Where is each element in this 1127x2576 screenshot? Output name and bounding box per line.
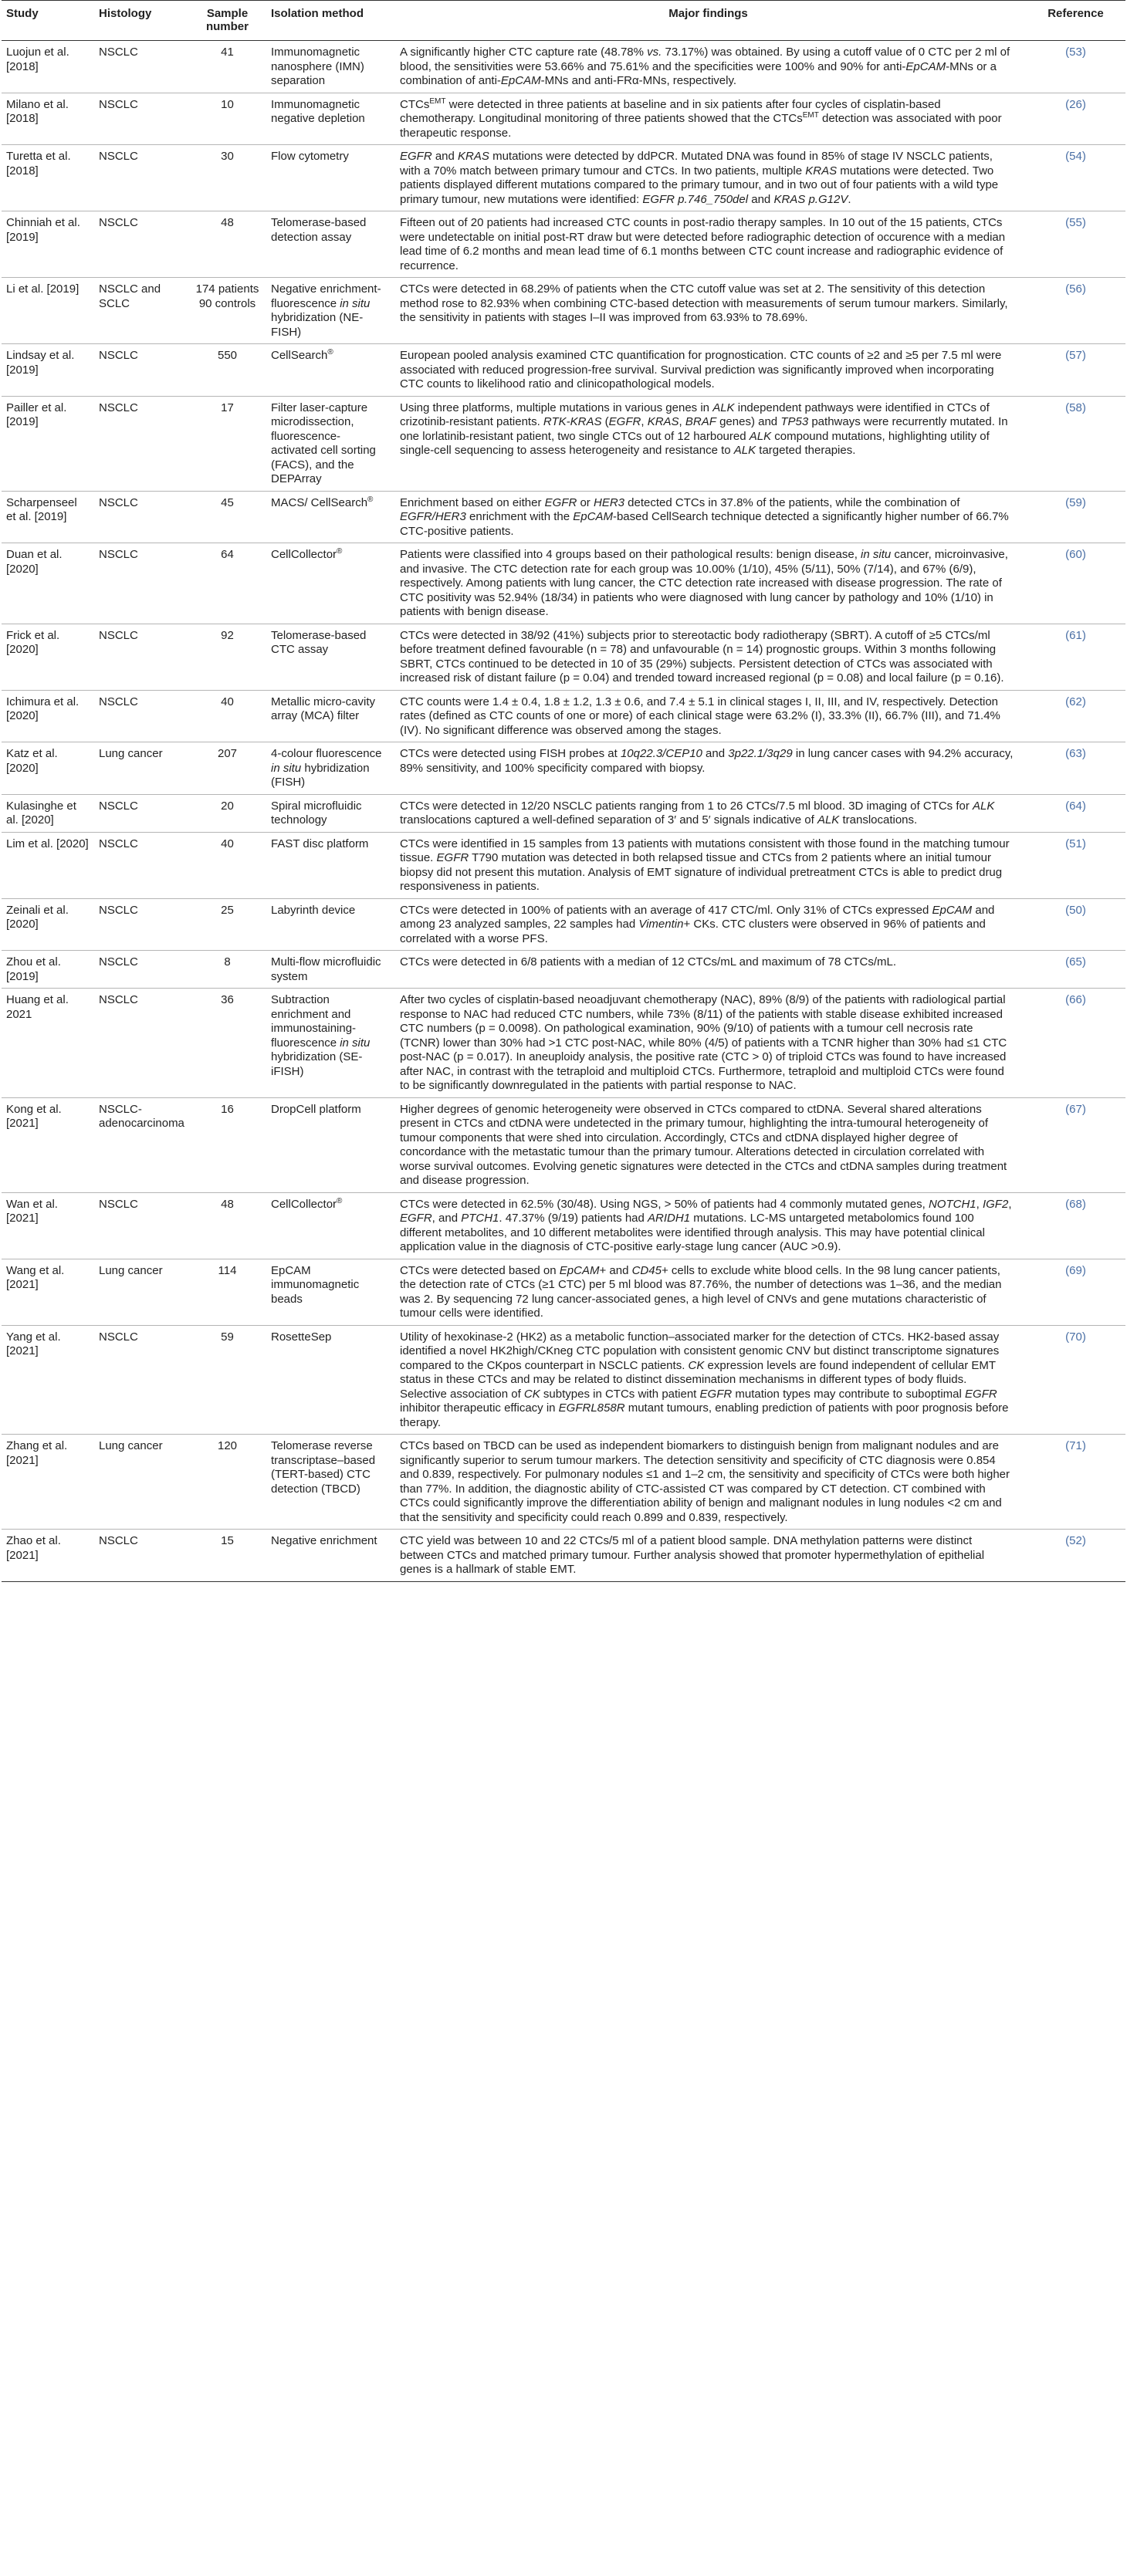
table-row (2, 624, 1125, 690)
cell-histology: NSCLC and SCLC (94, 278, 188, 344)
cell-histology: NSCLC (94, 491, 188, 543)
cell-reference: (26) (1026, 93, 1125, 145)
cell-major-findings: Using three platforms, multiple mutations in various genes in ALK independent pathways were identified in CTCs of crizotinib-resistant patients. RTK-KRAS (EGFR, KRAS, BRAF genes) and TP53 pathways were recurrently mutated. In one lorlatinib-resistant patient, two single CTCs out of 12 harboured ALK compound mutations, highlighting utility of single-cell sequencing to assess heterogeneity and resistance to ALK targeted therapies. (391, 396, 1026, 491)
cell-study: Wan et al. [2021] (2, 1192, 94, 1259)
cell-reference: (67) (1026, 1097, 1125, 1192)
cell-reference: (58) (1026, 396, 1125, 491)
cell-study: Yang et al. [2021] (2, 1325, 94, 1435)
cell-study: Chinniah et al. [2019] (2, 211, 94, 278)
cell-study: Zeinali et al. [2020] (2, 898, 94, 951)
cell-major-findings: CTCs were identified in 15 samples from 13 patients with mutations consistent with those found in the matching tumour tissue. EGFR T790 mutation was detected in both relapsed tissue and CTCs from 2 patients where an initial tumour biopsy did not present this mutation. Analysis of EMT signature of individual pretreatment CTCs is able to predict drug responsiveness in patients. (391, 832, 1026, 898)
cell-isolation-method: CellSearch® (266, 344, 391, 397)
table-row (2, 1192, 1125, 1259)
table-row (2, 832, 1125, 898)
cell-reference: (53) (1026, 41, 1125, 93)
cell-sample-number: 207 (188, 742, 266, 795)
cell-sample-number: 25 (188, 898, 266, 951)
cell-study: Scharpenseel et al. [2019] (2, 491, 94, 543)
cell-major-findings: Higher degrees of genomic heterogeneity were observed in CTCs compared to ctDNA. Several shared alterations present in CTCs and ctDNA were undetected in the primary tumour, highlighting the intra-tumoural heterogeneity of tumour components that were shed into circulation. Accordingly, CTCs and ctDNA displayed higher degree of concordance with the metastatic tumour than the primary tumour. Alterations detected in circulation correlated with worse survival outcomes. Evolving genetic signatures were detected in the CTCs and ctDNA samples during treatment and disease progression. (391, 1097, 1026, 1192)
cell-sample-number: 36 (188, 989, 266, 1098)
cell-sample-number: 120 (188, 1435, 266, 1530)
cell-reference: (71) (1026, 1435, 1125, 1530)
cell-study: Ichimura et al. [2020] (2, 690, 94, 742)
cell-reference: (65) (1026, 951, 1125, 989)
cell-sample-number: 48 (188, 211, 266, 278)
header-major-findings: Major findings (391, 1, 1026, 41)
cell-major-findings: CTCs were detected in 100% of patients with an average of 417 CTC/ml. Only 31% of CTCs expressed EpCAM and among 23 analyzed samples, 22 samples had Vimentin+ CKs. CTC clusters were observed in 96% of patients and correlated with a worse PFS. (391, 898, 1026, 951)
cell-histology: NSCLC (94, 211, 188, 278)
cell-histology: NSCLC (94, 1325, 188, 1435)
cell-major-findings: CTCs were detected in 68.29% of patients when the CTC cutoff value was set at 2. The sensitivity of this detection method rose to 82.93% when combining CTC-based detection with measurements of serum tumour markers. Similarly, the sensitivity in patients with stages I–II was improved from 63.93% to 78.69%. (391, 278, 1026, 344)
cell-histology: NSCLC (94, 1530, 188, 1582)
cell-sample-number: 92 (188, 624, 266, 690)
table-row (2, 690, 1125, 742)
cell-reference: (63) (1026, 742, 1125, 795)
header-reference: Reference (1026, 1, 1125, 41)
cell-isolation-method: Telomerase-based CTC assay (266, 624, 391, 690)
cell-reference: (57) (1026, 344, 1125, 397)
cell-study: Lindsay et al. [2019] (2, 344, 94, 397)
cell-reference: (68) (1026, 1192, 1125, 1259)
cell-isolation-method: DropCell platform (266, 1097, 391, 1192)
table-row (2, 989, 1125, 1098)
table-row (2, 344, 1125, 397)
cell-histology: Lung cancer (94, 1435, 188, 1530)
table-row (2, 742, 1125, 795)
cell-major-findings: After two cycles of cisplatin-based neoadjuvant chemotherapy (NAC), 89% (8/9) of the patients with radiological partial response to NAC had reduced CTC numbers, while 73% (8/11) of the patients with stable disease exhibited increased CTC numbers (p = 0.0098). On pathological examination, 90% (9/10) of patients with a tumour cell necrosis rate (TCNR) lower than 30% had >1 CTC post-NAC, while 80% (4/5) of patients with a TCNR higher than 30% had ≤1 CTC post-NAC (p = 0.017). In aneuploidy analysis, the positive rate (CTC > 0) of triploid CTCs was found to have increased after NAC, in contrast with the tetraploid and multiploid CTCs. Furthermore, tetraploid and multiploid CTCs were found to be significantly downregulated in the patients with partial response to NAC. (391, 989, 1026, 1098)
table-row (2, 1435, 1125, 1530)
cell-reference: (59) (1026, 491, 1125, 543)
cell-major-findings: CTCs were detected in 38/92 (41%) subjects prior to stereotactic body radiotherapy (SBRT). A cutoff of ≥5 CTCs/ml before treatment defined favourable (n = 78) and unfavourable (n = 14) prognostic groups. Within 3 months following SBRT, CTCs continued to be detected in 10 of 35 (29%) subjects. Persistent detection of CTCs was associated with increased risk of distant failure (p = 0.04) and trended toward increased regional (p = 0.08) and local failure (p = 0.16). (391, 624, 1026, 690)
cell-histology: NSCLC (94, 41, 188, 93)
cell-study: Frick et al. [2020] (2, 624, 94, 690)
cell-major-findings: CTC counts were 1.4 ± 0.4, 1.8 ± 1.2, 1.3 ± 0.6, and 7.4 ± 5.1 in clinical stages I, II, III, and IV, respectively. Detection rates (defined as CTC counts of one or more) of each clinical stage were 63.2% (I), 33.3% (II), 66.7% (III), and 71.4% (IV). No significant difference was observed among the stages. (391, 690, 1026, 742)
cell-sample-number: 10 (188, 93, 266, 145)
cell-histology: Lung cancer (94, 742, 188, 795)
cell-study: Kong et al. [2021] (2, 1097, 94, 1192)
cell-study: Kulasinghe et al. [2020] (2, 794, 94, 832)
cell-reference: (55) (1026, 211, 1125, 278)
cell-isolation-method: Metallic micro-cavity array (MCA) filter (266, 690, 391, 742)
table-row (2, 145, 1125, 211)
cell-major-findings: CTC yield was between 10 and 22 CTCs/5 ml of a patient blood sample. DNA methylation patterns were distinct between CTCs and matched primary tumour. Further analysis showed that promoter hypermethylation of epithelial genes is a hallmark of stable EMT. (391, 1530, 1026, 1582)
header-isolation-method: Isolation method (266, 1, 391, 41)
cell-sample-number: 174 patients 90 controls (188, 278, 266, 344)
cell-isolation-method: Immunomagnetic negative depletion (266, 93, 391, 145)
cell-major-findings: CTCs were detected in 12/20 NSCLC patients ranging from 1 to 26 CTCs/7.5 ml blood. 3D imaging of CTCs for ALK translocations captured a well-defined separation of 3′ and 5′ signals indicative of ALK translocations. (391, 794, 1026, 832)
cell-major-findings: CTCs were detected in 62.5% (30/48). Using NGS, > 50% of patients had 4 commonly mutated genes, NOTCH1, IGF2, EGFR, and PTCH1. 47.37% (9/19) patients had ARIDH1 mutations. LC-MS untargeted metabolomics found 100 different metabolites, and 10 different metabolites were identified through analysis. This may have potential clinical application value in the diagnosis of CTC-positive early-stage lung cancer (AUC >0.9). (391, 1192, 1026, 1259)
cell-reference: (64) (1026, 794, 1125, 832)
cell-isolation-method: MACS/ CellSearch® (266, 491, 391, 543)
table-row (2, 41, 1125, 93)
cell-isolation-method: RosetteSep (266, 1325, 391, 1435)
cell-study: Zhou et al. [2019] (2, 951, 94, 989)
cell-histology: NSCLC (94, 93, 188, 145)
cell-sample-number: 16 (188, 1097, 266, 1192)
cell-sample-number: 64 (188, 543, 266, 624)
table-row (2, 1325, 1125, 1435)
cell-reference: (60) (1026, 543, 1125, 624)
cell-histology: NSCLC (94, 690, 188, 742)
cell-major-findings: Utility of hexokinase-2 (HK2) as a metabolic function–associated marker for the detection of CTCs. HK2-based assay identified a novel HK2high/CKneg CTC population with consistent genomic CNV but distinct transcriptome signatures compared to the CKpos counterpart in NSCLC patients. CK expression levels are found independent of cellular EMT status in these CTCs and may be related to distinct dissemination mechanisms in different types of body fluids. Selective association of CK subtypes in CTCs with patient EGFR mutation types may contribute to suboptimal EGFR inhibitor therapeutic efficacy in EGFRL858R mutant tumours, enabling prediction of patients with poor prognosis before therapy. (391, 1325, 1026, 1435)
cell-major-findings: CTCs were detected based on EpCAM+ and CD45+ cells to exclude white blood cells. In the 98 lung cancer patients, the detection rate of CTCs (≥1 CTC) per 5 ml blood was 87.76%, the number of detections was 1–36, and the median was 2. By sequencing 72 lung cancer-associated genes, a high level of CNVs and gene mutations characteristic of tumour cells were identified. (391, 1259, 1026, 1325)
cell-sample-number: 20 (188, 794, 266, 832)
cell-study: Luojun et al. [2018] (2, 41, 94, 93)
cell-isolation-method: EpCAM immunomagnetic beads (266, 1259, 391, 1325)
cell-major-findings: A significantly higher CTC capture rate (48.78% vs. 73.17%) was obtained. By using a cutoff value of 0 CTC per 2 ml of blood, the sensitivities were 53.66% and 75.61% and the specificities were 100% and 90% for anti-EpCAM-MNs or a combination of anti-EpCAM-MNs and anti-FRα-MNs, respectively. (391, 41, 1026, 93)
cell-study: Wang et al. [2021] (2, 1259, 94, 1325)
cell-sample-number: 8 (188, 951, 266, 989)
cell-reference: (50) (1026, 898, 1125, 951)
cell-histology: NSCLC-adenocarcinoma (94, 1097, 188, 1192)
table-row (2, 1530, 1125, 1582)
cell-reference: (70) (1026, 1325, 1125, 1435)
table-row (2, 491, 1125, 543)
cell-reference: (62) (1026, 690, 1125, 742)
table-row (2, 93, 1125, 145)
cell-sample-number: 30 (188, 145, 266, 211)
cell-isolation-method: Negative enrichment (266, 1530, 391, 1582)
cell-study: Zhao et al. [2021] (2, 1530, 94, 1582)
cell-histology: NSCLC (94, 145, 188, 211)
cell-study: Duan et al. [2020] (2, 543, 94, 624)
cell-isolation-method: Subtraction enrichment and immunostaining-fluorescence in situ hybridization (SE-iFISH) (266, 989, 391, 1098)
cell-study: Huang et al. 2021 (2, 989, 94, 1098)
cell-isolation-method: Multi-flow microfluidic system (266, 951, 391, 989)
cell-reference: (51) (1026, 832, 1125, 898)
table-row (2, 951, 1125, 989)
cell-isolation-method: CellCollector® (266, 1192, 391, 1259)
table-row (2, 898, 1125, 951)
cell-sample-number: 40 (188, 690, 266, 742)
cell-sample-number: 41 (188, 41, 266, 93)
cell-histology: NSCLC (94, 832, 188, 898)
cell-isolation-method: Labyrinth device (266, 898, 391, 951)
cell-sample-number: 17 (188, 396, 266, 491)
header-sample-number: Sample number (188, 1, 266, 41)
cell-histology: Lung cancer (94, 1259, 188, 1325)
table-row (2, 794, 1125, 832)
cell-major-findings: Patients were classified into 4 groups based on their pathological results: benign disease, in situ cancer, microinvasive, and invasive. The CTC detection rate for each group was 10.00% (1/10), 45% (5/11), 50% (7/14), and 67% (6/9), respectively. Among patients with lung cancer, the CTC detection rate increased with disease progression. The rate of CTC positivity was 52.94% (18/34) in patients who were diagnosed with lung cancer by pathology and 10% (1/10) in patients with benign disease. (391, 543, 1026, 624)
cell-reference: (54) (1026, 145, 1125, 211)
cell-major-findings: Enrichment based on either EGFR or HER3 detected CTCs in 37.8% of the patients, while the combination of EGFR/HER3 enrichment with the EpCAM-based CellSearch technique detected a significantly higher number of 66.7% CTC-positive patients. (391, 491, 1026, 543)
table-row (2, 543, 1125, 624)
cell-isolation-method: Telomerase-based detection assay (266, 211, 391, 278)
table-row (2, 211, 1125, 278)
cell-isolation-method: Flow cytometry (266, 145, 391, 211)
ctc-studies-table (2, 0, 1125, 1582)
cell-histology: NSCLC (94, 951, 188, 989)
cell-histology: NSCLC (94, 989, 188, 1098)
cell-reference: (56) (1026, 278, 1125, 344)
studies-table-container (2, 0, 1125, 1582)
cell-isolation-method: FAST disc platform (266, 832, 391, 898)
cell-sample-number: 40 (188, 832, 266, 898)
cell-isolation-method: 4-colour fluorescence in situ hybridization (FISH) (266, 742, 391, 795)
cell-sample-number: 48 (188, 1192, 266, 1259)
cell-isolation-method: Negative enrichment-fluorescence in situ hybridization (NE-FISH) (266, 278, 391, 344)
table-row (2, 396, 1125, 491)
table-row (2, 1097, 1125, 1192)
cell-histology: NSCLC (94, 396, 188, 491)
table-row (2, 1259, 1125, 1325)
cell-study: Pailler et al. [2019] (2, 396, 94, 491)
cell-study: Li et al. [2019] (2, 278, 94, 344)
cell-sample-number: 550 (188, 344, 266, 397)
cell-isolation-method: Telomerase reverse transcriptase–based (TERT-based) CTC detection (TBCD) (266, 1435, 391, 1530)
cell-histology: NSCLC (94, 1192, 188, 1259)
cell-reference: (61) (1026, 624, 1125, 690)
cell-major-findings: CTCs based on TBCD can be used as independent biomarkers to distinguish benign from malignant nodules and are significantly superior to serum tumour markers. The detection sensitivity and specificity of CTC diagnosis were 0.854 and 0.839, respectively. For pulmonary nodules ≤1 and 1–2 cm, the sensitivity and specificity of CTCs were both higher than 77%. In addition, the diagnostic ability of CTC-assisted CT was compared by CT detection. CT combined with CTCs could significantly improve the differentiation ability of benign and malignant nodules in lung nodules <2 cm and that the sensitivity and specificity could reach 0.899 and 0.839, respectively. (391, 1435, 1026, 1530)
cell-sample-number: 59 (188, 1325, 266, 1435)
cell-histology: NSCLC (94, 344, 188, 397)
cell-sample-number: 45 (188, 491, 266, 543)
cell-histology: NSCLC (94, 898, 188, 951)
cell-study: Milano et al. [2018] (2, 93, 94, 145)
cell-major-findings: European pooled analysis examined CTC quantification for prognostication. CTC counts of ≥2 and ≥5 per 7.5 ml were associated with reduced progression-free survival. Survival prediction was significantly improved when incorporating CTC counts to likelihood ratio and clinicopathological models. (391, 344, 1026, 397)
cell-isolation-method: Immunomagnetic nanosphere (IMN) separation (266, 41, 391, 93)
header-row (2, 1, 1125, 41)
cell-study: Zhang et al. [2021] (2, 1435, 94, 1530)
cell-study: Lim et al. [2020] (2, 832, 94, 898)
table-header (2, 1, 1125, 41)
cell-major-findings: CTCs were detected using FISH probes at 10q22.3/CEP10 and 3p22.1/3q29 in lung cancer cases with 94.2% accuracy, 89% sensitivity, and 100% specificity compared with biopsy. (391, 742, 1026, 795)
cell-major-findings: EGFR and KRAS mutations were detected by ddPCR. Mutated DNA was found in 85% of stage IV NSCLC patients, with a 70% match between primary tumour and CTCs. In two patients, multiple KRAS mutations were detected. Two patients displayed different mutations compared to the primary tumour, and in two out of four patients with a wild type primary tumour, new mutations were identified: EGFR p.746_750del and KRAS p.G12V. (391, 145, 1026, 211)
cell-histology: NSCLC (94, 794, 188, 832)
cell-major-findings: CTCs$^{EMT}$ were detected in three patients at baseline and in six patients after four cycles of cisplatin-based chemotherapy. Longitudinal monitoring of three patients showed that the CTCs$^{EMT}$ detection was associated with poor therapeutic response. (391, 93, 1026, 145)
cell-major-findings: Fifteen out of 20 patients had increased CTC counts in post-radio therapy samples. In 10 out of the 15 patients, CTCs were undetectable on initial post-RT draw but were detected before radiographic detection of occurence with a median lead time of 6.2 months and mean lead time of 6.1 months between CTC count increase and radiographic evidence of recurrence. (391, 211, 1026, 278)
cell-sample-number: 15 (188, 1530, 266, 1582)
cell-study: Turetta et al. [2018] (2, 145, 94, 211)
table-row (2, 278, 1125, 344)
cell-isolation-method: CellCollector® (266, 543, 391, 624)
header-study: Study (2, 1, 94, 41)
cell-study: Katz et al. [2020] (2, 742, 94, 795)
cell-reference: (66) (1026, 989, 1125, 1098)
cell-reference: (52) (1026, 1530, 1125, 1582)
cell-major-findings: CTCs were detected in 6/8 patients with a median of 12 CTCs/mL and maximum of 78 CTCs/mL. (391, 951, 1026, 989)
cell-histology: NSCLC (94, 543, 188, 624)
cell-isolation-method: Filter laser-capture microdissection, fluorescence-activated cell sorting (FACS), and the DEPArray (266, 396, 391, 491)
cell-reference: (69) (1026, 1259, 1125, 1325)
header-histology: Histology (94, 1, 188, 41)
cell-sample-number: 114 (188, 1259, 266, 1325)
table-body (2, 41, 1125, 1582)
cell-histology: NSCLC (94, 624, 188, 690)
cell-isolation-method: Spiral microfluidic technology (266, 794, 391, 832)
